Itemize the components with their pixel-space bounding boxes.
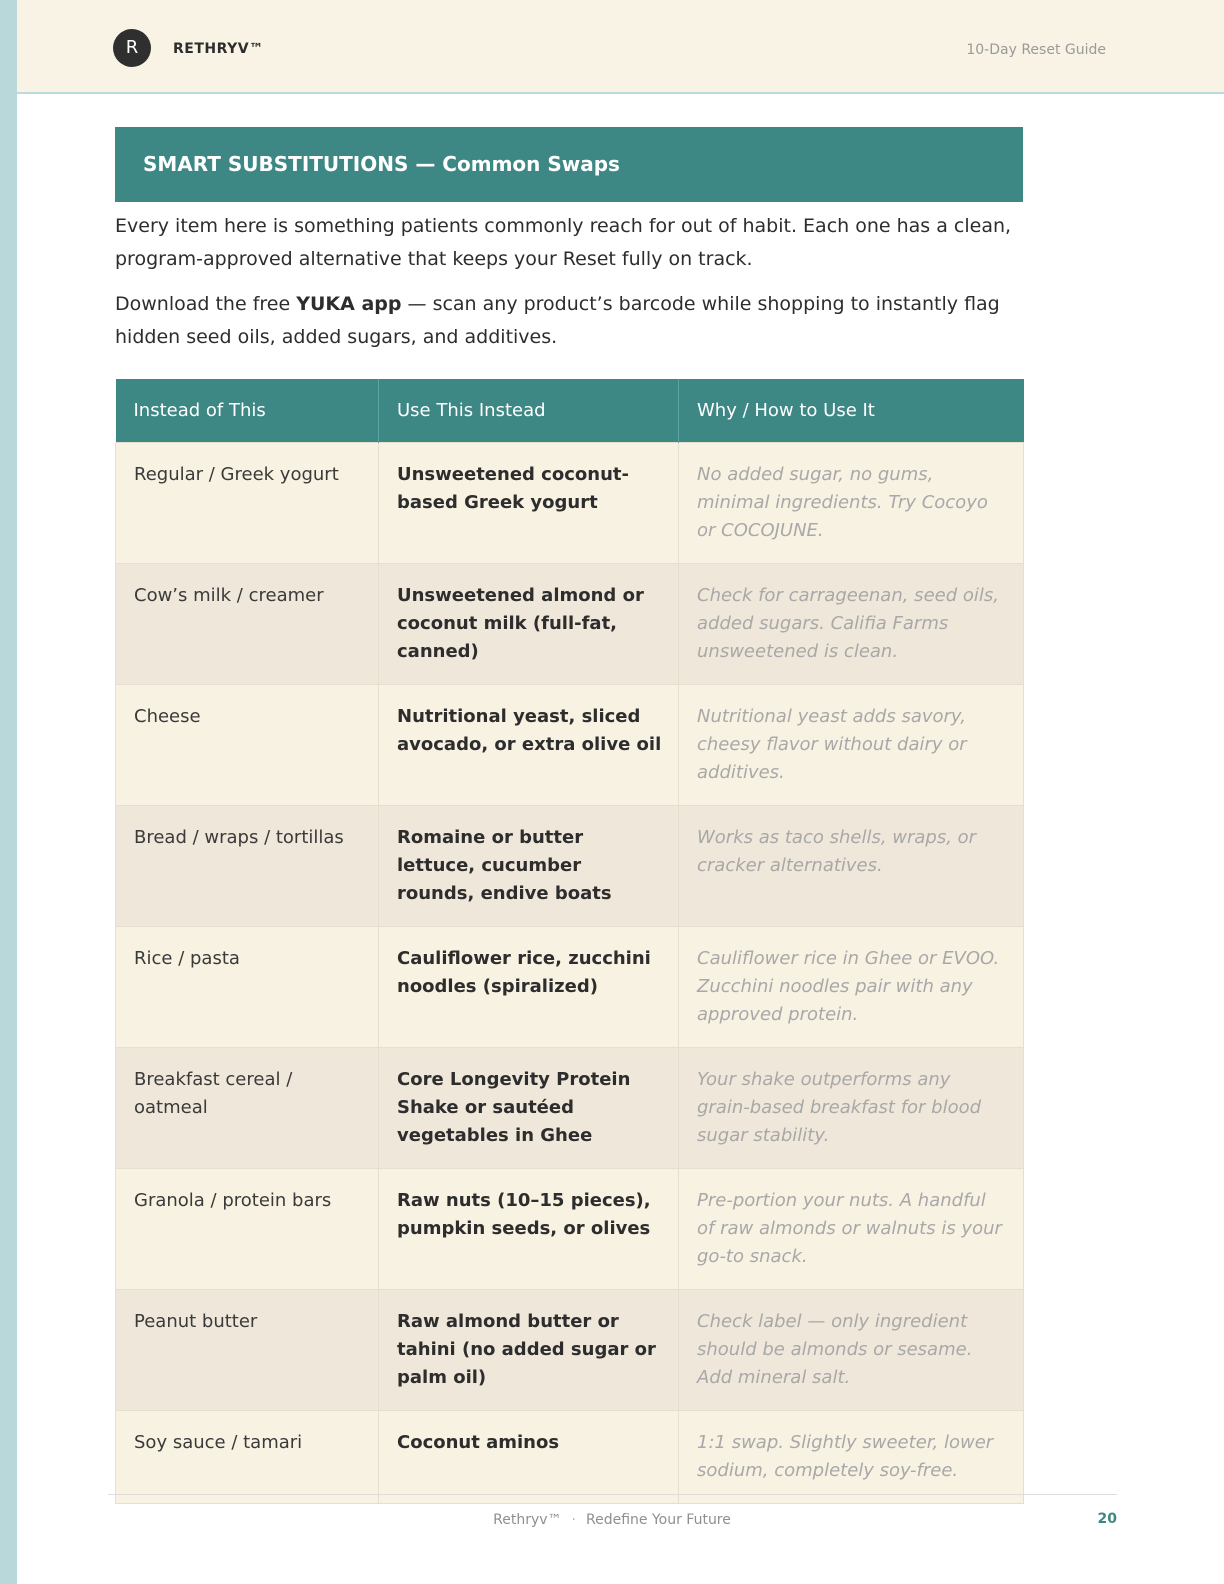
cell-why: Check for carrageenan, seed oils, added sugars. Califia Farms unsweetened is clean. bbox=[679, 563, 1024, 684]
side-accent-strip bbox=[0, 0, 17, 1584]
page-header bbox=[17, 0, 1224, 94]
footer-brand: Rethryv™ bbox=[493, 1512, 562, 1528]
footer-text bbox=[0, 1512, 1224, 1528]
table-row bbox=[116, 805, 1024, 926]
cell-instead: Bread / wraps / tortillas bbox=[116, 805, 379, 926]
cell-use: Nutritional yeast, sliced avocado, or extra olive oil bbox=[379, 684, 679, 805]
table-row bbox=[116, 1168, 1024, 1289]
footer-tagline: Redefine Your Future bbox=[585, 1512, 731, 1528]
logo-icon: R bbox=[113, 29, 151, 67]
table-header-row bbox=[116, 379, 1024, 442]
brand-name: RETHRYV™ bbox=[173, 41, 264, 57]
section-title: SMART SUBSTITUTIONS — Common Swaps bbox=[115, 127, 1023, 202]
cell-why: 1:1 swap. Slightly sweeter, lower sodium, completely soy-free. bbox=[679, 1410, 1024, 1503]
column-header-instead: Instead of This bbox=[116, 379, 379, 442]
cell-use: Unsweetened almond or coconut milk (full-fat, canned) bbox=[379, 563, 679, 684]
cell-why: Cauliflower rice in Ghee or EVOO. Zucchini noodles pair with any approved protein. bbox=[679, 926, 1024, 1047]
cell-why: Your shake outperforms any grain-based breakfast for blood sugar stability. bbox=[679, 1047, 1024, 1168]
cell-instead: Cow’s milk / creamer bbox=[116, 563, 379, 684]
cell-instead: Peanut butter bbox=[116, 1289, 379, 1410]
cell-use: Raw almond butter or tahini (no added sugar or palm oil) bbox=[379, 1289, 679, 1410]
cell-use: Core Longevity Protein Shake or sautéed vegetables in Ghee bbox=[379, 1047, 679, 1168]
guide-title: 10-Day Reset Guide bbox=[966, 42, 1106, 58]
intro-paragraph: Every item here is something patients commonly reach for out of habit. Each one has a clean, program-approved alternative that keeps your Reset fully on track. bbox=[115, 215, 1012, 270]
cell-instead: Cheese bbox=[116, 684, 379, 805]
cell-instead: Regular / Greek yogurt bbox=[116, 442, 379, 563]
cell-instead: Granola / protein bars bbox=[116, 1168, 379, 1289]
cell-instead: Soy sauce / tamari bbox=[116, 1410, 379, 1503]
table-row bbox=[116, 926, 1024, 1047]
cell-why: No added sugar, no gums, minimal ingredients. Try Cocoyo or COCOJUNE. bbox=[679, 442, 1024, 563]
cell-use: Raw nuts (10–15 pieces), pumpkin seeds, or olives bbox=[379, 1168, 679, 1289]
yuka-app-name: YUKA app bbox=[296, 293, 402, 315]
table-row bbox=[116, 684, 1024, 805]
cell-instead: Breakfast cereal / oatmeal bbox=[116, 1047, 379, 1168]
cell-use: Unsweetened coconut-based Greek yogurt bbox=[379, 442, 679, 563]
cell-why: Check label — only ingredient should be almonds or sesame. Add mineral salt. bbox=[679, 1289, 1024, 1410]
cell-why: Pre-portion your nuts. A handful of raw almonds or walnuts is your go-to snack. bbox=[679, 1168, 1024, 1289]
cell-why: Works as taco shells, wraps, or cracker alternatives. bbox=[679, 805, 1024, 926]
table-row bbox=[116, 563, 1024, 684]
cell-use: Coconut aminos bbox=[379, 1410, 679, 1503]
yuka-paragraph bbox=[115, 288, 1015, 354]
footer-divider bbox=[108, 1494, 1117, 1495]
column-header-use: Use This Instead bbox=[379, 379, 679, 442]
page-number: 20 bbox=[1097, 1511, 1117, 1527]
cell-instead: Rice / pasta bbox=[116, 926, 379, 1047]
yuka-text-after: — scan any product’s barcode while shopping to instantly flag hidden seed oils, added sugars, and additives. bbox=[115, 293, 1000, 348]
cell-why: Nutritional yeast adds savory, cheesy flavor without dairy or additives. bbox=[679, 684, 1024, 805]
column-header-why: Why / How to Use It bbox=[679, 379, 1024, 442]
substitutions-table bbox=[115, 379, 1024, 1504]
cell-use: Romaine or butter lettuce, cucumber rounds, endive boats bbox=[379, 805, 679, 926]
yuka-text-before: Download the free bbox=[115, 293, 297, 315]
table-row bbox=[116, 442, 1024, 563]
table-row bbox=[116, 1047, 1024, 1168]
table-row bbox=[116, 1289, 1024, 1410]
cell-use: Cauliflower rice, zucchini noodles (spiralized) bbox=[379, 926, 679, 1047]
footer-separator: · bbox=[571, 1512, 576, 1528]
table-row bbox=[116, 1410, 1024, 1503]
